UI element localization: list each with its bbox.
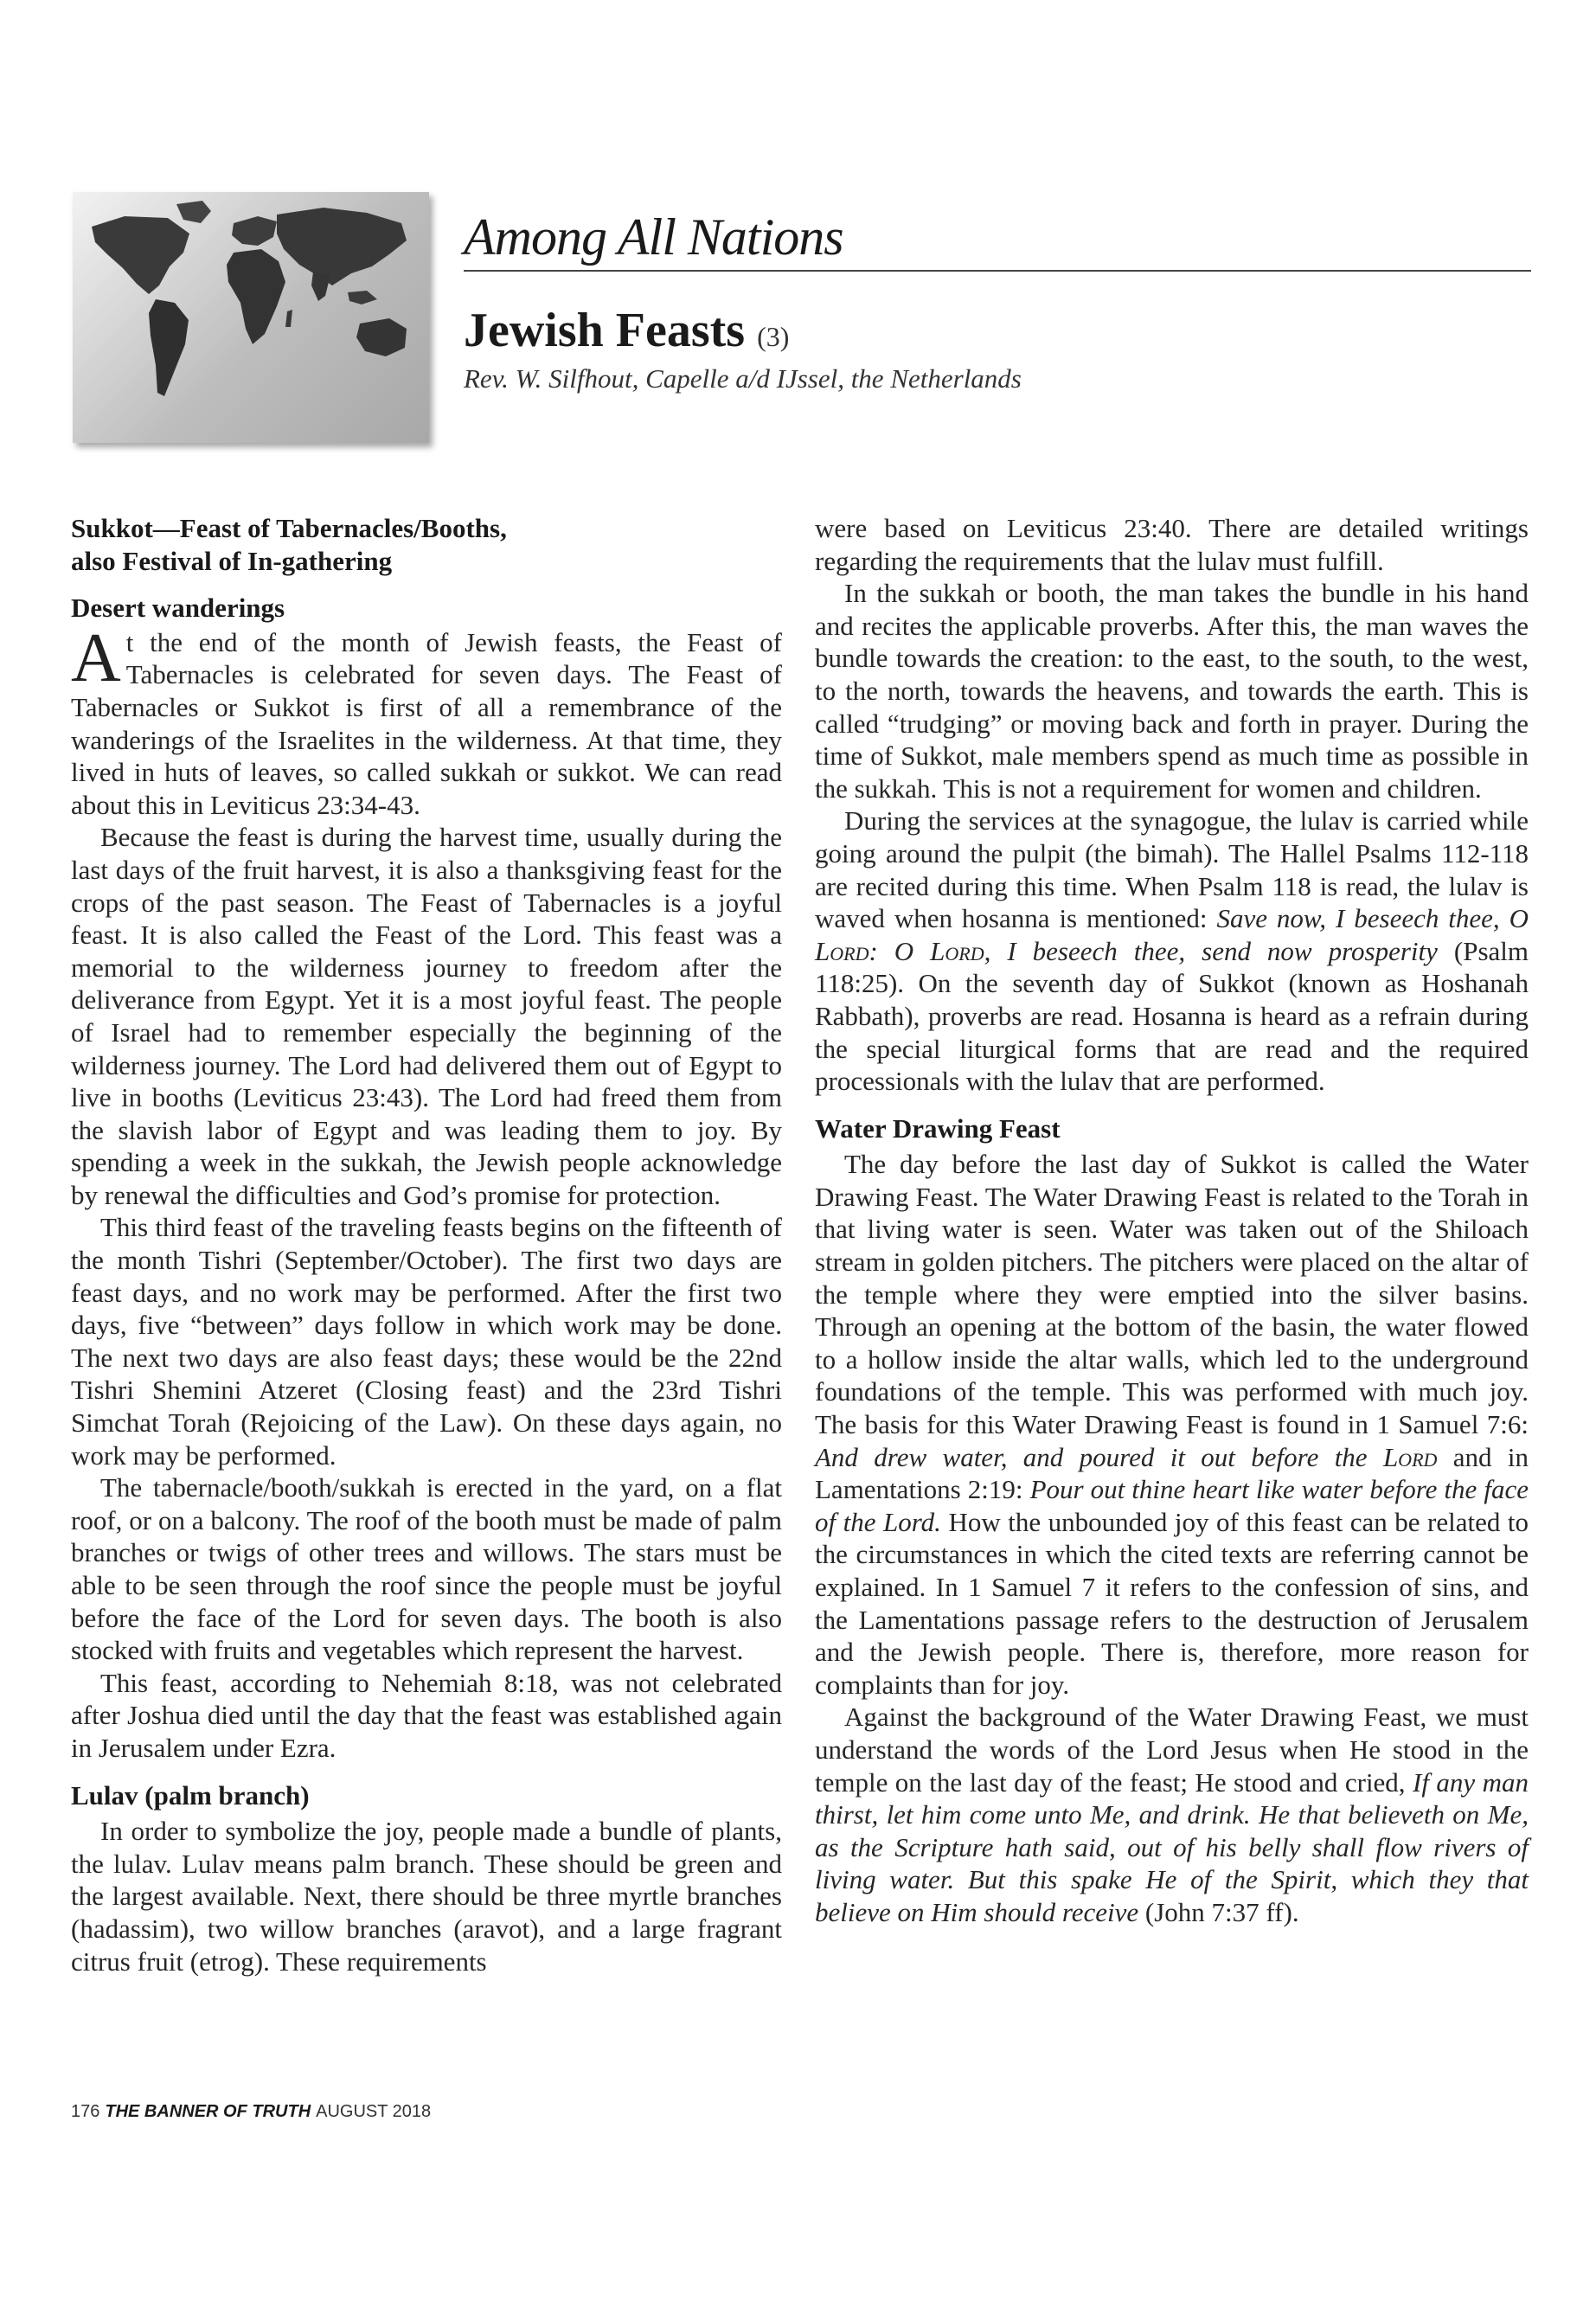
paragraph-right-3 xyxy=(815,804,1529,1097)
paragraph-right-3-text-b: (Psalm 118:25). On the seventh day of Sukkot (known as Hoshanah Rabbath), proverbs are read. Hosanna is heard as a refrain during the special liturgical forms that are read and the required processionals with the lulav that are performed. xyxy=(815,935,1529,1097)
paragraph-left-2: Because the feast is during the harvest time, usually during the last days of the fruit harvest, it is also a thanksgiving feast for the crops of the past season. The Feast of Tabernacles is a joyful feast. It is also called the Feast of the Lord. This feast was a memorial to the wilderness journey to freedom after the deliverance from Egypt. Yet it is a most joyful feast. The people of Israel had to remember especially the beginning of the wilderness journey. The Lord had delivered them out of Egypt to live in booths (Leviticus 23:43). The Lord had freed them from the slavish labor of Egypt and was leading them to joy. By spending a week in the sukkah, the Jewish people acknowledge by renewal the difficulties and God’s promise for protection. xyxy=(71,822,782,1210)
subheading-desert-wanderings: Desert wanderings xyxy=(71,593,285,624)
scripture-quote-samuel xyxy=(815,1442,1437,1472)
paragraph-right-1: were based on Leviticus 23:40. There are detailed writings regarding the requirements that the lulav must fulfill. xyxy=(815,513,1529,576)
paragraph-right-4-text-c: How the unbounded joy of this feast can be related to the circumstances in which the cited texts are referring cannot be explained. In 1 Samuel 7 it refers to the confession of sins, and the Lamentations passage refers to the destruction of Jerusalem and the Jewish people. There is, therefore, more reason for complaints than for joy. xyxy=(815,1506,1529,1700)
paragraph-right-4 xyxy=(815,1148,1529,1701)
lord-small-caps-3: Lord xyxy=(1382,1441,1438,1472)
section-title: Among All Nations xyxy=(464,208,843,266)
lord-small-caps-2: Lord xyxy=(930,935,984,966)
lord-small-caps-1: Lord xyxy=(815,935,869,966)
main-heading xyxy=(71,512,782,577)
article-title xyxy=(464,303,789,358)
quote-part-2: : O xyxy=(869,935,931,966)
paragraph-left-6: In order to symbolize the joy, people made a bundle of plants, the lulav. Lulav means palm branch. These should be green and the largest available. Next, there should be three myrtle branches (hadassim), two willow branches (aravot), and a large fragrant citrus fruit (etrog). These requirements xyxy=(71,1816,782,1977)
paragraph-right-4-text-a: The day before the last day of Sukkot is called the Water Drawing Feast. The Water Drawing Feast is related to the Torah in that living water is seen. Water was taken out of the Shiloach stream in golden pitchers. The pitchers were placed on the altar of the temple where they were emptied into the silver basins. Through an opening at the bottom of the basin, the water flowed to a hollow inside the altar walls, which led to the underground foundations of the temple. This was performed with much joy. The basis for this Water Drawing Feast is found in 1 Samuel 7:6: xyxy=(815,1149,1529,1440)
paragraph-right-4-text-b: and in Lamentations 2:19: xyxy=(815,1441,1529,1505)
page-footer xyxy=(71,2102,431,2122)
scripture-quote-john: If any man thirst, let him come unto Me, and drink. He that believeth on Me, as the Scripture hath said, out of his belly shall flow rivers of living water. But this spake He of the Spirit, which they that believe on Him should receive xyxy=(815,1766,1529,1927)
left-column xyxy=(71,512,782,1977)
magazine-name: THE BANNER OF TRUTH xyxy=(105,2102,311,2121)
paragraph-right-5-text-b: (John 7:37 ff). xyxy=(1138,1896,1299,1927)
subheading-lulav: Lulav (palm branch) xyxy=(71,1779,310,1811)
paragraph-left-4: The tabernacle/booth/sukkah is erected in the yard, on a flat roof, or on a balcony. The roof of the booth must be made of palm branches or twigs of other trees and willows. The stars must be able to be seen through the roof since the people must be joyful before the face of the Lord for seven days. The booth is also stocked with fruits and vegetables which represent the harvest. xyxy=(71,1472,782,1666)
byline: Rev. W. Silfhout, Capelle a/d IJssel, the Netherlands xyxy=(464,363,1022,394)
article-title-text: Jewish Feasts xyxy=(464,304,746,357)
paragraph-right-5 xyxy=(815,1701,1529,1928)
article-part: (3) xyxy=(757,321,790,352)
subheading-water-drawing-feast: Water Drawing Feast xyxy=(815,1112,1061,1144)
issue-date: AUGUST 2018 xyxy=(316,2102,432,2121)
paragraph-right-3-text-a: During the services at the synagogue, the lulav is carried while going around the pulpit (the bimah). The Hallel Psalms 112-118 are recited during this time. When Psalm 118 is read, the lulav is waved when hosanna is mentioned: xyxy=(815,805,1529,934)
right-column xyxy=(815,512,1529,1929)
title-rule xyxy=(464,270,1531,272)
paragraph-right-2: In the sukkah or booth, the man takes the bundle in his hand and recites the applicable proverbs. After this, the man waves the bundle towards the creation: to the east, to the south, to the west, to the north, towards the heavens, and towards the earth. This is called “trudging” or moving back and forth in prayer. During the time of Sukkot, male members spend as much time as possible in the sukkah. This is not a requirement for women and children. xyxy=(815,578,1529,804)
paragraph-left-5: This feast, according to Nehemiah 8:18, was not celebrated after Joshua died until the day that the feast was established again in Jerusalem under Ezra. xyxy=(71,1667,782,1763)
quote-part-1: Save now, I beseech thee, O xyxy=(1216,903,1529,934)
paragraph-right-5-text-a: Against the background of the Water Drawing Feast, we must understand the words of the Lord Jesus when He stood in the temple on the last day of the feast; He stood and cried, xyxy=(815,1702,1529,1798)
page-number: 176 xyxy=(71,2102,100,2121)
main-heading-line1: Sukkot—Feast of Tabernacles/Booths, xyxy=(71,513,507,543)
paragraph-left-3: This third feast of the traveling feasts begins on the fifteenth of the month Tishri (September/October). The first two days are feast days, and no work may be performed. After the first two days, five “between” days follow in which work may be done. The next two days are also feast days; these would be the 22nd Tishri Shemini Atzeret (Closing feast) and the 23rd Tishri Simchat Torah (Rejoicing of the Law). On these days again, no work may be performed. xyxy=(71,1212,782,1471)
drop-cap: A xyxy=(71,619,121,696)
world-map-image xyxy=(73,192,429,443)
main-heading-line2: also Festival of In-gathering xyxy=(71,545,393,576)
quote-part-3: , I beseech thee, send now prosperity xyxy=(984,935,1438,966)
world-map-graphic xyxy=(73,192,429,443)
paragraph-left-1-text: t the end of the month of Jewish feasts, the Feast of Tabernacles is celebrated for seven days. The Feast of Tabernacles or Sukkot is first of all a remembrance of the wanderings of the Israelites in the wilderness. At that time, they lived in huts of leaves, so called sukkah or sukkot. We can read about this in Leviticus 23:34-43. xyxy=(71,626,782,820)
samuel-quote-text: And drew water, and poured it out before the xyxy=(815,1441,1383,1472)
paragraph-left-1 xyxy=(71,619,782,822)
scripture-quote-lamentations: Pour out thine heart like water before the face of the Lord. xyxy=(815,1474,1529,1537)
